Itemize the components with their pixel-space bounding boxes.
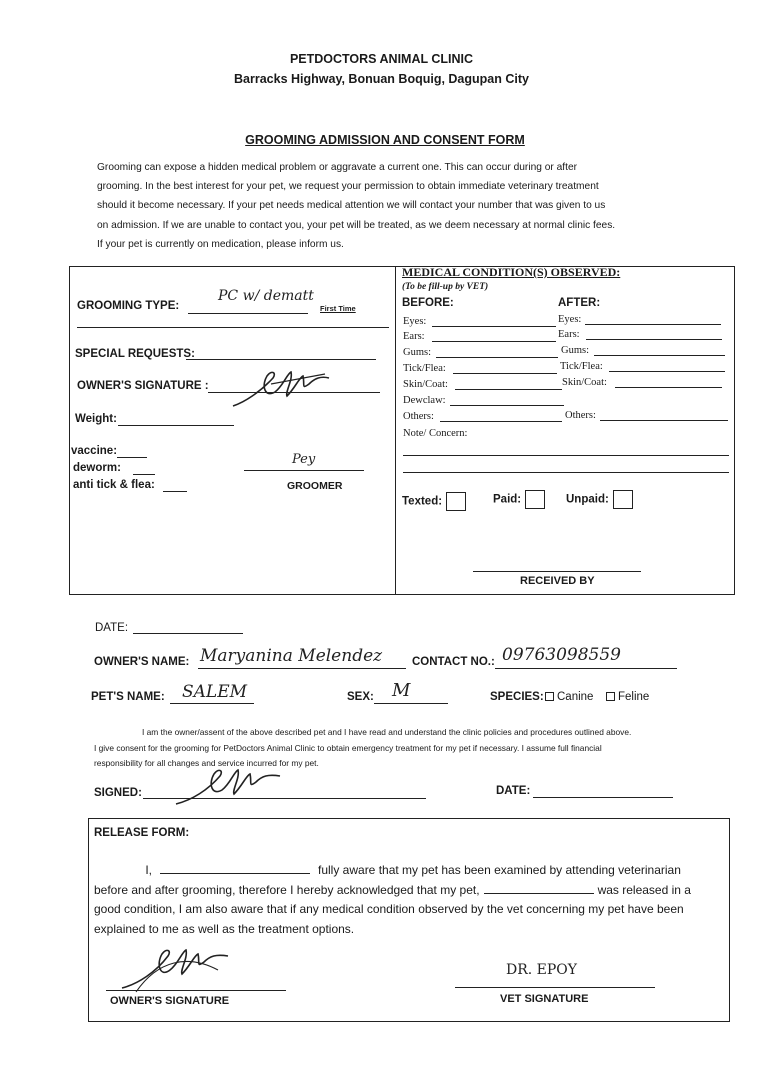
unpaid-label: Unpaid: (566, 493, 609, 506)
release-owner-signature-label: OWNER'S SIGNATURE (110, 995, 230, 1007)
before-ears: Ears: (403, 331, 425, 342)
before-tickflea-field[interactable] (453, 373, 557, 374)
weight-field[interactable] (118, 425, 234, 426)
signed-date-label: DATE: (496, 785, 531, 797)
owner-name-field[interactable] (198, 668, 406, 669)
sex-label: SEX: (347, 691, 374, 703)
clinic-name: PETDOCTORS ANIMAL CLINIC (289, 52, 474, 66)
consent-line: responsibility for all changes and service incurred for my pet. (94, 758, 319, 768)
texted-label: Texted: (402, 495, 443, 508)
release-i: I, (145, 863, 152, 877)
signed-date-field[interactable] (533, 797, 673, 798)
received-by-field[interactable] (473, 571, 641, 572)
first-time-label: First Time (320, 304, 356, 313)
grooming-type-label: GROOMING TYPE: (77, 300, 180, 312)
panel-divider (395, 266, 396, 594)
groomer-field[interactable] (244, 470, 364, 471)
feline-checkbox[interactable] (606, 692, 615, 701)
after-ears: Ears: (558, 329, 580, 340)
sex-field[interactable] (374, 703, 448, 704)
received-by-label: RECEIVED BY (520, 575, 595, 587)
before-dewclaw-field[interactable] (450, 405, 564, 406)
before-eyes-field[interactable] (432, 326, 556, 327)
after-others-field[interactable] (600, 420, 728, 421)
before-tickflea: Tick/Flea: (403, 363, 446, 374)
grooming-type-field[interactable] (188, 313, 308, 314)
intro-paragraph (97, 158, 697, 254)
intro-line: grooming. In the best interest for your pet, we request your permission to obtain immediate veterinary treatment (97, 181, 599, 193)
medical-title: MEDICAL CONDITION(S) OBSERVED: (402, 265, 621, 279)
texted-checkbox[interactable] (402, 492, 466, 511)
contact-field[interactable] (495, 668, 677, 669)
release-owner-signature-field[interactable] (106, 990, 286, 991)
before-others-field[interactable] (440, 421, 562, 422)
note-line-1[interactable] (403, 455, 729, 456)
before-dewclaw: Dewclaw: (403, 395, 446, 406)
vaccine-field[interactable] (117, 457, 147, 458)
after-skincoat-field[interactable] (615, 387, 722, 388)
canine-checkbox[interactable] (545, 692, 554, 701)
grooming-type-value: PC w/ dematt (218, 288, 314, 304)
medical-subtitle: (To be fill-up by VET) (402, 282, 489, 292)
clinic-address: Barracks Highway, Bonuan Boquig, Dagupan City (234, 72, 529, 86)
texted-box[interactable] (446, 492, 466, 511)
after-skincoat: Skin/Coat: (562, 377, 607, 388)
species-label: SPECIES: (490, 691, 544, 703)
consent-line: I am the owner/assent of the above described pet and I have read and understand the clinic policies and procedures outlined above. (142, 727, 632, 737)
pet-name-field[interactable] (170, 703, 254, 704)
vet-signature-label: VET SIGNATURE (500, 993, 589, 1005)
groomer-value: Pey (292, 452, 316, 467)
paid-box[interactable] (525, 490, 545, 509)
owner-signature-label: OWNER'S SIGNATURE : (77, 380, 209, 392)
sex-value: M (392, 680, 411, 701)
owner-name-label: OWNER'S NAME: (94, 656, 190, 668)
vet-signature-field[interactable] (455, 987, 655, 988)
special-requests-label: SPECIAL REQUESTS: (75, 348, 195, 360)
grooming-extra-line[interactable] (77, 327, 389, 328)
consent-line: I give consent for the grooming for PetDoctors Animal Clinic to obtain emergency treatment for my pet if necessary. I assume full financial (94, 742, 602, 753)
release-pet-field[interactable] (484, 881, 594, 894)
after-gums-field[interactable] (594, 355, 725, 356)
release-title: RELEASE FORM: (94, 827, 190, 839)
owner-signature-drawing (225, 362, 335, 412)
groomer-label: GROOMER (287, 480, 343, 492)
intro-line: should it become necessary. If your pet needs medical attention we will contact your number that was given to us (97, 200, 606, 212)
contact-label: CONTACT NO.: (412, 656, 495, 668)
release-line-3: good condition, I am also aware that if any medical condition observed by the vet concerning my pet have been (94, 902, 684, 916)
date-label: DATE: (95, 622, 129, 634)
before-skincoat-field[interactable] (455, 389, 562, 390)
canine-label: Canine (557, 691, 594, 703)
vet-signature-value: DR. EPOY (506, 962, 578, 978)
feline-label: Feline (618, 691, 650, 703)
release-owner-signature-drawing (118, 940, 238, 996)
after-label: AFTER: (558, 297, 601, 309)
after-tickflea-field[interactable] (609, 371, 725, 372)
species-feline-option[interactable] (606, 691, 649, 703)
release-name-field[interactable] (160, 861, 310, 874)
pet-name-value: SALEM (182, 682, 248, 702)
release-line-2-end: was released in a (597, 882, 691, 897)
after-eyes-field[interactable] (585, 324, 721, 325)
paid-checkbox[interactable] (493, 490, 545, 509)
release-line-4: explained to me as well as the treatment options. (94, 921, 355, 936)
species-canine-option[interactable] (545, 691, 593, 703)
release-line-2 (94, 881, 726, 901)
weight-label: Weight: (75, 413, 117, 425)
unpaid-checkbox[interactable] (566, 490, 633, 509)
release-paragraph (94, 861, 726, 939)
after-ears-field[interactable] (586, 339, 722, 340)
unpaid-box[interactable] (613, 490, 633, 509)
note-line-2[interactable] (403, 472, 729, 473)
anti-tick-label: anti tick & flea: (73, 479, 155, 491)
before-others: Others: (403, 411, 434, 422)
signed-signature-drawing (170, 762, 290, 810)
before-gums: Gums: (403, 347, 432, 358)
release-line-1-text: fully aware that my pet has been examined by attending veterinarian (318, 863, 681, 877)
deworm-label: deworm: (73, 462, 121, 474)
intro-line: Grooming can expose a hidden medical problem or aggravate a current one. This can occur during or after (97, 162, 578, 173)
owner-name-value: Maryanina Melendez (200, 646, 383, 666)
deworm-field[interactable] (133, 474, 155, 475)
after-tickflea: Tick/Flea: (560, 361, 603, 372)
vaccine-label: vaccine: (71, 445, 118, 457)
before-eyes: Eyes: (403, 316, 427, 327)
after-eyes: Eyes: (558, 314, 582, 325)
special-requests-field[interactable] (186, 359, 376, 360)
admission-box (69, 266, 735, 595)
signed-label: SIGNED: (94, 787, 142, 799)
pet-name-label: PET'S NAME: (91, 691, 165, 703)
contact-value: 09763098559 (502, 645, 621, 665)
after-others: Others: (565, 410, 596, 421)
before-label: BEFORE: (402, 297, 454, 309)
before-gums-field[interactable] (436, 357, 558, 358)
release-line-2-text: before and after grooming, therefore I hereby acknowledged that my pet, (94, 882, 480, 897)
form-title: GROOMING ADMISSION AND CONSENT FORM (245, 133, 525, 147)
note-concern-label: Note/ Concern: (403, 428, 468, 439)
before-skincoat: Skin/Coat: (403, 379, 448, 390)
intro-line: If your pet is currently on medication, please inform us. (97, 238, 344, 250)
release-line-1 (94, 861, 726, 881)
date-field[interactable] (133, 633, 243, 634)
before-ears-field[interactable] (432, 341, 556, 342)
after-gums: Gums: (561, 345, 590, 356)
intro-line: on admission. If we are unable to contact you, your pet will be treated, as we deem necessary at normal clinic fees. (97, 219, 616, 231)
anti-tick-field[interactable] (163, 491, 187, 492)
paid-label: Paid: (493, 493, 522, 506)
